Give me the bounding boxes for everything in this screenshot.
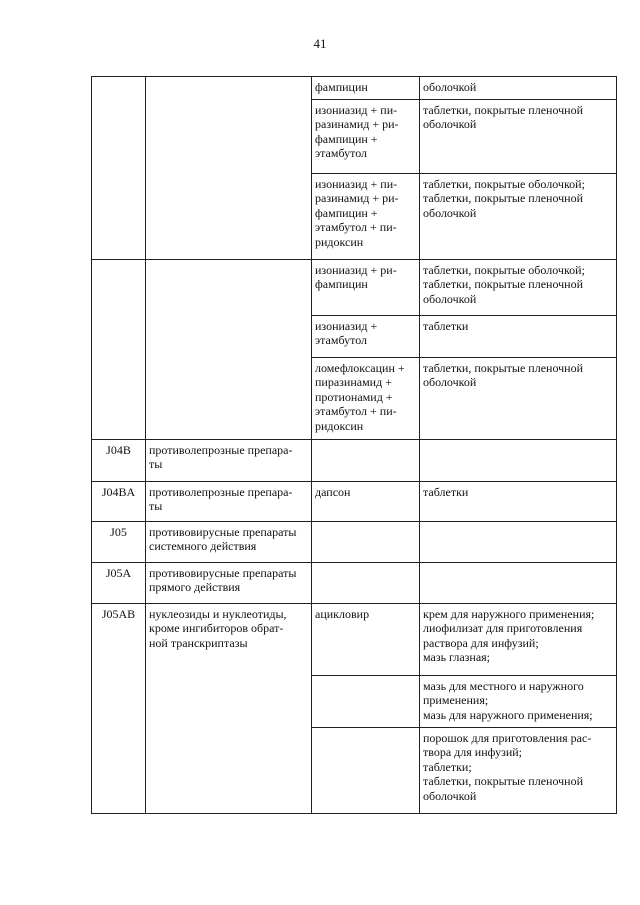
table-row <box>92 521 617 562</box>
cell-text-line: противовирусные препараты <box>149 565 297 580</box>
cell-text-line: оболочкой <box>423 788 477 803</box>
cell-text-line: таблетки, покрытые пленочной <box>423 360 584 375</box>
cell-text-line: разинамид + ри- <box>315 191 399 205</box>
cell-text-line: оболочкой <box>423 375 477 389</box>
cell-text-line: этамбутол <box>315 146 368 160</box>
cell-text-line: прямого действия <box>149 580 241 594</box>
anatomical-group-cell <box>146 562 312 603</box>
drug-name-cell <box>312 77 420 100</box>
cell-text-line: этамбутол + пи- <box>315 404 397 418</box>
cell-text-line: оболочкой <box>423 80 477 94</box>
cell-text-line: таблетки; <box>423 759 472 774</box>
cell-text-line: таблетки, покрытые пленочной <box>423 191 584 205</box>
dosage-forms-cell <box>420 439 617 481</box>
page-number: 41 <box>313 36 327 51</box>
drug-name-cell <box>312 562 420 603</box>
dosage-forms-cell <box>420 521 617 562</box>
cell-text-line: противолепрозные препара- <box>149 484 293 499</box>
cell-text-line: ты <box>149 457 163 471</box>
cell-text-line: фампицин <box>315 80 368 94</box>
atc-code-cell <box>92 481 146 521</box>
cell-text-line: изониазид + пи- <box>315 176 398 191</box>
drug-table-body <box>92 77 617 814</box>
dosage-forms-cell <box>420 259 617 315</box>
dosage-forms-cell <box>420 315 617 357</box>
cell-text-line: системного действия <box>149 539 257 553</box>
cell-text-line: оболочкой <box>423 291 477 306</box>
atc-code: J04BA <box>101 484 136 499</box>
anatomical-group-cell <box>146 259 312 439</box>
cell-text-line: мазь для наружного применения; <box>423 707 593 722</box>
drug-name-cell <box>312 603 420 675</box>
anatomical-group-cell <box>146 521 312 562</box>
cell-text-line: протионамид + <box>315 389 393 404</box>
cell-text-line: таблетки, покрытые пленочной <box>423 102 584 117</box>
cell-text-line: оболочкой <box>423 117 477 131</box>
cell-text-line: этамбутол <box>315 333 368 347</box>
cell-text-line: изониазид + <box>315 318 378 333</box>
atc-code-cell <box>92 562 146 603</box>
cell-text-line: раствора для инфузий; <box>423 635 539 650</box>
cell-text-line: порошок для приготовления рас- <box>423 730 592 745</box>
drug-table <box>91 76 617 814</box>
cell-text-line: таблетки, покрытые пленочной <box>423 277 584 291</box>
table-row <box>92 259 617 315</box>
cell-text-line: этамбутол + пи- <box>315 220 397 234</box>
cell-text-line: таблетки, покрытые пленочной <box>423 774 584 788</box>
dosage-forms-cell <box>420 481 617 521</box>
cell-text-line: изониазид + ри- <box>315 262 397 277</box>
anatomical-group-cell <box>146 77 312 260</box>
atc-code-cell <box>92 603 146 813</box>
cell-text-line: дапсон <box>315 484 351 499</box>
table-row <box>92 439 617 481</box>
cell-text-line: разинамид + ри- <box>315 117 399 131</box>
cell-text-line: твора для инфузий; <box>423 745 523 759</box>
cell-text-line: изониазид + пи- <box>315 102 398 117</box>
drug-name-cell <box>312 521 420 562</box>
table-row <box>92 562 617 603</box>
dosage-forms-cell <box>420 357 617 439</box>
cell-text-line: таблетки, покрытые оболочкой; <box>423 262 585 277</box>
dosage-forms-cell <box>420 77 617 100</box>
cell-text-line: фампицин + <box>315 131 378 146</box>
atc-code-cell <box>92 77 146 260</box>
cell-text-line: пиразинамид + <box>315 375 392 389</box>
drug-name-cell <box>312 315 420 357</box>
table-row <box>92 603 617 675</box>
dosage-forms-cell <box>420 727 617 813</box>
table-row <box>92 481 617 521</box>
drug-name-cell <box>312 439 420 481</box>
cell-text-line: фампицин + <box>315 205 378 220</box>
atc-code: J04B <box>106 442 131 457</box>
cell-text-line: таблетки <box>423 484 469 499</box>
cell-text-line: применения; <box>423 693 489 707</box>
dosage-forms-cell <box>420 173 617 259</box>
cell-text-line: ной транскриптазы <box>149 635 248 650</box>
cell-text-line: оболочкой <box>423 205 477 220</box>
cell-text-line: ацикловир <box>315 606 370 621</box>
cell-text-line: крем для наружного применения; <box>423 606 595 621</box>
atc-code: J05AB <box>101 606 136 621</box>
anatomical-group-cell <box>146 481 312 521</box>
dosage-forms-cell <box>420 562 617 603</box>
atc-code-cell <box>92 259 146 439</box>
dosage-forms-cell <box>420 99 617 173</box>
drug-name-cell <box>312 357 420 439</box>
drug-name-cell <box>312 173 420 259</box>
dosage-forms-cell <box>420 675 617 727</box>
cell-text-line: таблетки <box>423 318 469 333</box>
cell-text-line: мазь глазная; <box>423 650 491 664</box>
drug-name-cell <box>312 727 420 813</box>
atc-code-cell <box>92 521 146 562</box>
cell-text-line: таблетки, покрытые оболочкой; <box>423 176 585 191</box>
table-row <box>92 77 617 100</box>
cell-text-line: фампицин <box>315 277 368 291</box>
atc-code: J05A <box>105 565 132 580</box>
dosage-forms-cell <box>420 603 617 675</box>
cell-text-line: ломефлоксацин + <box>315 360 405 375</box>
anatomical-group-cell <box>146 603 312 813</box>
cell-text-line: лиофилизат для приготовления <box>423 621 583 635</box>
cell-text-line: нуклеозиды и нуклеотиды, <box>149 606 287 621</box>
cell-text-line: ридоксин <box>315 418 364 433</box>
cell-text-line: противовирусные препараты <box>149 524 297 539</box>
drug-name-cell <box>312 481 420 521</box>
cell-text-line: кроме ингибиторов обрат- <box>149 621 284 635</box>
drug-name-cell <box>312 675 420 727</box>
anatomical-group-cell <box>146 439 312 481</box>
cell-text-line: противолепрозные препара- <box>149 442 293 457</box>
drug-name-cell <box>312 99 420 173</box>
atc-code-cell <box>92 439 146 481</box>
atc-code: J05 <box>110 524 127 539</box>
cell-text-line: ты <box>149 499 163 513</box>
cell-text-line: мазь для местного и наружного <box>423 678 584 693</box>
cell-text-line: ридоксин <box>315 234 364 249</box>
drug-name-cell <box>312 259 420 315</box>
